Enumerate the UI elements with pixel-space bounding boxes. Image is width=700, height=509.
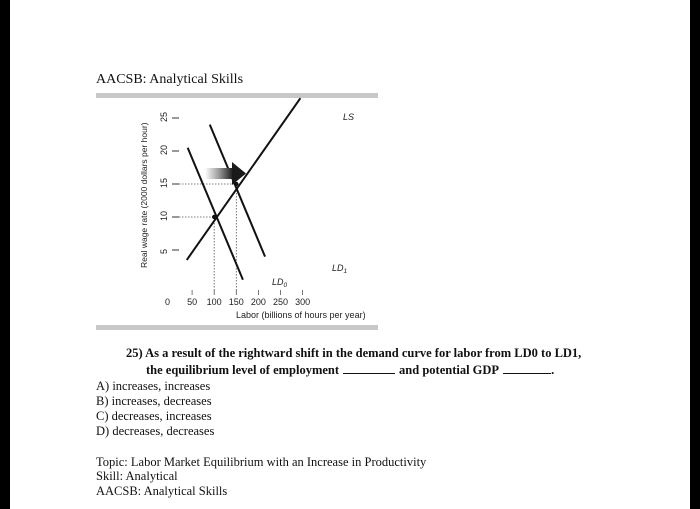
x-tick-label: 300 [295, 297, 311, 307]
label-ld0: $LD_0$ [272, 277, 288, 289]
shift-arrow-shaft [205, 168, 233, 179]
question-line-2b: and potential GDP [399, 363, 500, 377]
x-axis-label: Labor (billions of hours per year) [236, 310, 366, 320]
x-tick-label: 150 [228, 297, 244, 307]
option-a: A) increases, increases [96, 379, 211, 393]
x-tick-label: 200 [250, 297, 266, 307]
shift-arrow-head [232, 162, 246, 185]
option-d: D) decreases, decreases [96, 424, 215, 438]
y-tick-label: 20 [159, 144, 169, 155]
x-tick-label: 100 [206, 297, 222, 307]
x-tick-label: 50 [187, 297, 198, 307]
y-axis-label: Real wage rate (2000 dollars per hour) [139, 122, 149, 268]
origin-label: 0 [165, 297, 171, 307]
document-page [10, 0, 690, 509]
labor-supply-curve [187, 98, 301, 260]
y-tick-label: 5 [159, 248, 169, 254]
y-tick-label: 25 [159, 111, 169, 122]
footer-skill: Skill: Analytical [96, 469, 178, 483]
question-line-2c: . [551, 363, 555, 377]
x-tick-label: 250 [272, 297, 289, 307]
question-line-1: 25) As a result of the rightward shift in the demand curve for labor from LD0 to LD1, [126, 346, 582, 360]
header-aacsb: AACSB: Analytical Skills [96, 72, 244, 87]
label-ls: LS [343, 112, 355, 122]
label-ld1: $LD_1$ [332, 263, 348, 275]
footer-aacsb: AACSB: Analytical Skills [96, 484, 228, 498]
question-line-2a: the equilibrium level of employment [146, 363, 340, 377]
option-b: B) increases, decreases [96, 394, 212, 408]
option-c: C) decreases, increases [96, 409, 212, 423]
bottom-rule [96, 325, 378, 330]
y-tick-label: 10 [159, 210, 169, 221]
top-rule [96, 93, 378, 98]
footer-topic: Topic: Labor Market Equilibrium with an Increase in Productivity [96, 455, 427, 469]
answer-blank-2 [503, 363, 551, 374]
answer-blank-1 [343, 363, 395, 374]
labor-market-chart [10, 0, 690, 340]
equilibrium-point [212, 215, 216, 219]
y-tick-label: 15 [159, 177, 169, 188]
labor-demand-curve-ld1 [210, 125, 265, 257]
question-line-2 [146, 363, 554, 378]
